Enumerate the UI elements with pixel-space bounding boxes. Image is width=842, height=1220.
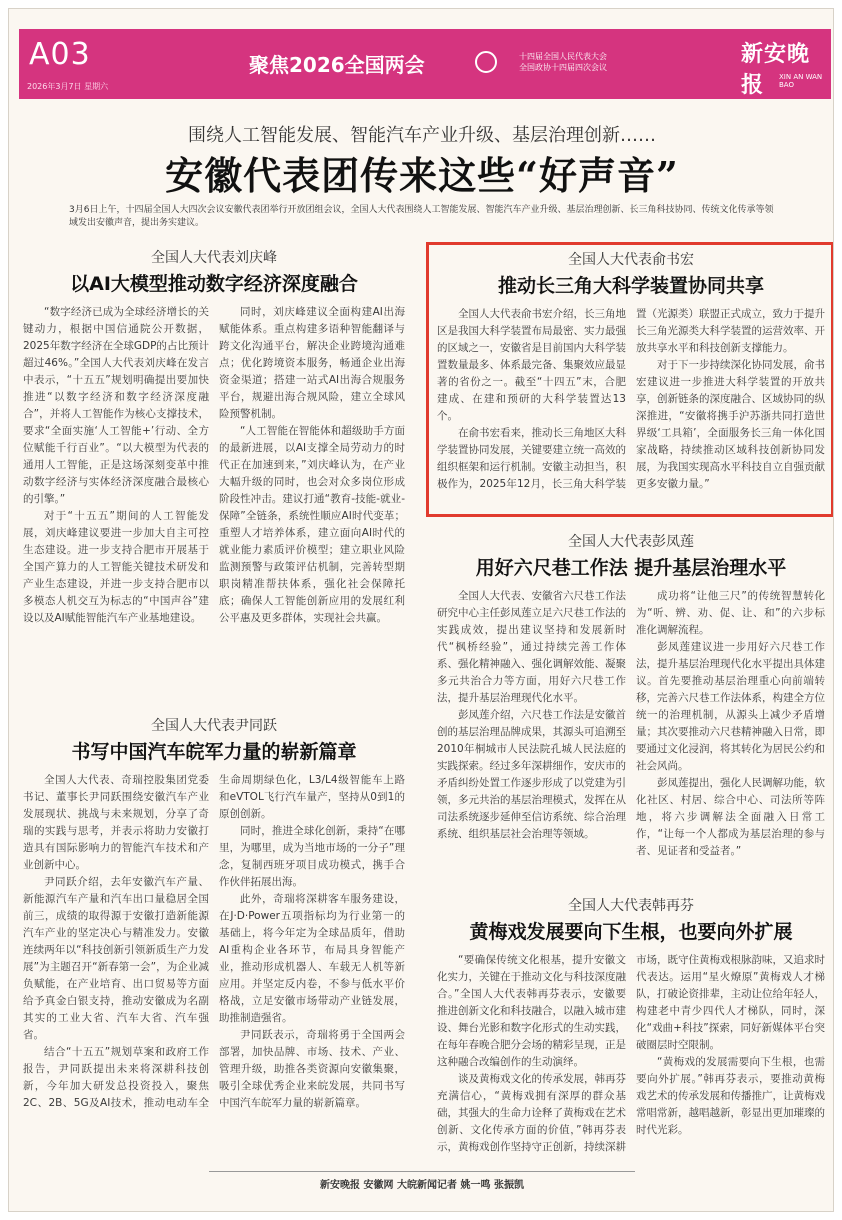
issue-date: 2026年3月7日 星期六 — [27, 82, 109, 91]
article-title: 用好六尺巷工作法 提升基层治理水平 — [475, 557, 787, 579]
article-title: 书写中国汽车皖军力量的崭新篇章 — [71, 741, 357, 763]
headline-kicker: 围绕人工智能发展、智能汽车产业升级、基层治理创新…… — [188, 125, 656, 146]
article-body — [437, 588, 825, 928]
article-paragraph: 全国人大代表、奇瑞控股集团党委书记、董事长尹同跃围绕安徽汽车产业发展现状、挑战与未来规划，分享了奇瑞的实践与思考，并表示将助力安徽打造具有国际影响力的智能汽车技术和产业创新中心。 — [23, 774, 209, 871]
article-paragraph: 尹同跃表示，奇瑞将勇于全国两会部署，加快品牌、市场、技术、产业、管理升级，助推各类资源向安徽集聚，吸引全球优秀企业来皖发展，共同书写中国汽车皖军力量的崭新篇章。 — [219, 1029, 405, 1109]
article-representative: 全国人大代表俞书宏 — [568, 252, 694, 268]
page-number: A03 — [29, 37, 91, 72]
article-title: 黄梅戏发展要向下生根，也要向外扩展 — [469, 921, 793, 943]
article-paragraph: 全国人大代表、安徽省六尺巷工作法研究中心主任彭凤莲立足六尺巷工作法的实践成效，提出建议坚持和发展新时代“枫桥经验”，通过持续完善工作体系、强化精神融入、强化调解效能、凝聚多元共治合力等方面，用好六尺巷工作法，提升基层治理现代化水平。 — [437, 590, 626, 704]
meeting-name-npc: 十四届全国人民代表大会 — [519, 52, 607, 61]
lead-paragraph: 3月6日上午，十四届全国人大四次会议安徽代表团举行开放团组会议，全国人大代表围绕人工智能发展、智能汽车产业升级、基层治理创新、长三角科技协同、传统文化传承等领域发出安徽声音，提出务实建议。 — [69, 205, 774, 228]
article-paragraph: 同时，推进全球化创新，秉持“在哪里，为哪里，成为当地市场的一分子”理念，复制西班牙项目成功模式，携手合作伙伴拓展出海。 — [219, 825, 405, 888]
article-yin-tongyue — [23, 715, 405, 1172]
article-paragraph: 彭凤莲提出，强化人民调解功能，软化社区、村居、综合中心、司法所等阵地，将六步调解法全面融入日常工作，“让每一个人都成为基层治理的参与者、见证者和受益者。” — [636, 777, 825, 857]
newspaper-logo-sub: XIN AN WAN BAO — [779, 73, 823, 89]
article-paragraph: 全国人大代表俞书宏介绍，长三角地区是我国大科学装置布局最密、实力最强的区域之一，安徽省是目前国内大科学装置数量最多、体系最完备、集聚效应最显著的省份之一。截至“十四五”末，合肥建成、在建和预研的大科学装置达13个。 — [437, 308, 626, 422]
newspaper-page — [8, 8, 834, 1212]
article-paragraph: 对于“十五五”期间的人工智能发展，刘庆峰建议要进一步加大自主可控生态建设。进一步支持合肥市开展基于全国产算力的人工智能关键技术研发和产业生态建设，并进一步支持合肥市以多模态人机交互为标志的“中国声谷”建设以及AI赋能智能汽车产业基地建设。 — [23, 510, 209, 624]
article-body — [23, 304, 405, 704]
article-paragraph: “数字经济已成为全球经济增长的关键动力，根据中国信通院公开数据，2025年数字经济在全球GDP的占比预计超过46%。”全国人大代表刘庆峰在发言中表示，“十五五”规划明确提出要加快推进“以数字经济和数字经济深度融合”，并将人工智能作为核心支撑技术，要求“全面实施‘人工智能+’行动、全方位赋能千行百业”。“以大模型为代表的通用人工智能，正是这场深刻变革中推动数字经济与实体经济深度融合最核心的引擎。” — [23, 306, 209, 505]
page-header-band — [19, 29, 831, 99]
main-headline: 安徽代表团传来这些“好声音” — [165, 153, 679, 198]
article-liu-qingfeng — [23, 247, 405, 704]
byline-divider — [209, 1171, 635, 1172]
article-paragraph: 此外，奇瑞将深耕客车服务建设，在J·D·Power五项指标均为行业第一的基础上，将今年定为全球品质年，借助AI重构企业各环节，布局具身智能产业，推动形成机器人、车载无人机等新应用。并坚定反内卷，不参与低水平价格战，立足安徽市场带动产业链发展，助推制造强省。 — [219, 893, 405, 1024]
article-representative: 全国人大代表韩再芬 — [568, 898, 694, 914]
article-han-zaifen — [437, 895, 825, 1172]
article-paragraph: “人工智能在智能体和超级助手方面的最新进展，以AI支撑全局劳动力的时代正在加速到来，”刘庆峰认为，在产业大幅升级的同时，也会对众多岗位形成阶段性冲击。建议打通“教育-技能-就业-保障”全链条，系统性顺应AI时代变革；重塑人才培养体系，建立面向AI时代的就业能力素质评价模型；建立职业风险监测预警与政策评估机制，完善转型期职岗精准帮扶体系，强化社会保障托底；确保人工智能创新应用的发展红利公平惠及更多群体，实现社会共赢。 — [219, 425, 405, 624]
meeting-names — [519, 51, 607, 73]
article-paragraph: “黄梅戏的发展需要向下生根，也需要向外扩展。”韩再芬表示，要推动黄梅戏艺术的传承发展和传播推广，让黄梅戏常唱常新，越唱越新，彰显出更加璀璨的时代光彩。 — [636, 1056, 825, 1136]
article-title: 推动长三角大科学装置协同共享 — [497, 275, 764, 297]
article-paragraph: 彭凤莲介绍，六尺巷工作法是安徽首创的基层治理品牌成果，其源头可追溯至2010年桐城市人民法院孔城人民法庭的实践探索。经过多年深耕细作，安庆市的矛盾纠纷处置工作逐步形成了以党建为引领，多元共治的基层治理模式，发挥在从司法系统逐步延伸至信访系统、综合治理系统、组织基层社会治理等领域。 — [437, 709, 626, 840]
newspaper-logo: 新安晚报 — [741, 41, 811, 98]
article-paragraph: 彭凤莲建议进一步用好六尺巷工作法，提升基层治理现代化水平提出具体建议。首先要推动基层治理重心向前端转移，完善六尺巷工作法体系，构建全方位统一的治理机制，从源头上减少矛盾增量；其次要推动六尺巷精神融入日常，即要通过文化浸润，将其转化为居民公约和社会风尚。 — [636, 641, 825, 772]
article-paragraph: 谈及黄梅戏文化的传承发展，韩再芬充满信心，“黄梅戏拥有深厚的群众基础，其强大的生命力诠释了黄梅戏在艺术创新、文化传承方面的价值，”韩再芬表示，黄梅戏创作坚持守正创新，持续深耕市场，既守住黄梅戏根脉韵味，又追求时代表达。运用“星火燎原”黄梅戏人才梯队，打破论资排辈，主动让位给年轻人，构建老中青少四代人才梯队，同时，深化“戏曲+科技”探索，同好新媒体平台突破圈层时空限制。 — [437, 954, 825, 1153]
article-representative: 全国人大代表尹同跃 — [151, 718, 277, 734]
article-paragraph: 成功将“让他三尺”的传统智慧转化为“听、辨、劝、促、让、和”的六步标准化调解流程。 — [636, 590, 825, 636]
highlight-frame — [426, 242, 834, 517]
meeting-name-cppcc: 全国政协十四届四次会议 — [519, 63, 607, 72]
emblem-icon — [475, 51, 497, 73]
section-title: 聚焦2026全国两会 — [249, 53, 425, 77]
article-title: 以AI大模型推动数字经济深度融合 — [70, 273, 358, 295]
article-paragraph: “要确保传统文化根基，提升安徽文化实力，关键在于推动文化与科技深度融合。”全国人大代表韩再芬表示，安徽要推进创新文化和科技融合，以融入城市建设、舞台光影和数字化形式的生动实践，在每年春晚合肥分会场的精彩呈现，正是这种融合改编创作的生动演绎。 — [437, 954, 626, 1068]
article-paragraph: 结合“十五五”规划草案和政府工作报告，尹同跃提出未来将深耕科技创新，今年加大研发总投资投入，聚焦2C、2B、5G及AI技术，推动电动车全生命周期绿色化，L3/L4级智能车上路和eVTOL飞行汽车量产，坚持从0到1的原创创新。 — [23, 774, 405, 1109]
article-representative: 全国人大代表彭凤莲 — [568, 534, 694, 550]
article-peng-fenglian — [437, 531, 825, 928]
article-paragraph: 同时，刘庆峰建议全面构建AI出海赋能体系。重点构建多语种智能翻译与跨文化沟通平台，解决企业跨境沟通难点；优化跨境资本服务，畅通企业出海资金渠道；搭建一站式AI出海合规服务平台，规避出海合规风险，建立全球风险预警机制。 — [219, 306, 405, 420]
article-body — [437, 952, 825, 1172]
article-body — [23, 772, 405, 1172]
byline: 新安晚报 安徽网 大皖新闻记者 姚一鸣 张振凯 — [320, 1180, 524, 1191]
article-paragraph: 对于下一步持续深化协同发展，俞书宏建议进一步推进大科学装置的开放共享，创新链条的深度融合、区域协同的纵深推进，“安徽将携手沪苏浙共同打造世界级‘工具箱’，全面服务长三角一体化国家战略，持续推动区域科技创新协同发展，为我国实现高水平科技自立自强贡献更多安徽力量。” — [636, 359, 825, 490]
article-representative: 全国人大代表刘庆峰 — [151, 250, 277, 266]
article-paragraph: 在俞书宏看来，推动长三角地区大科学装置协同发展，关键要建立统一高效的组织框架和运行机制。安徽主动担当，积极作为，2025年12月，长三角大科学装置（光源类）联盟正式成立，致力于提升长三角光源类大科学装置的运营效率、开放共享水平和科技创新支撑能力。 — [437, 308, 825, 490]
article-paragraph: 尹同跃介绍，去年安徽汽车产量、新能源汽车产量和汽车出口量稳居全国前三，成绩的取得源于安徽打造新能源汽车产业的坚定决心与精准发力。安徽连续两年以“科技创新引领新质生产力发展”为主题召开“新春第一会”，为企业减负赋能，在产业培育、出口贸易等方面给予真金白银支持，推动安徽成为名副其实的工业大省、汽车大省、汽车强省。 — [23, 876, 209, 1041]
